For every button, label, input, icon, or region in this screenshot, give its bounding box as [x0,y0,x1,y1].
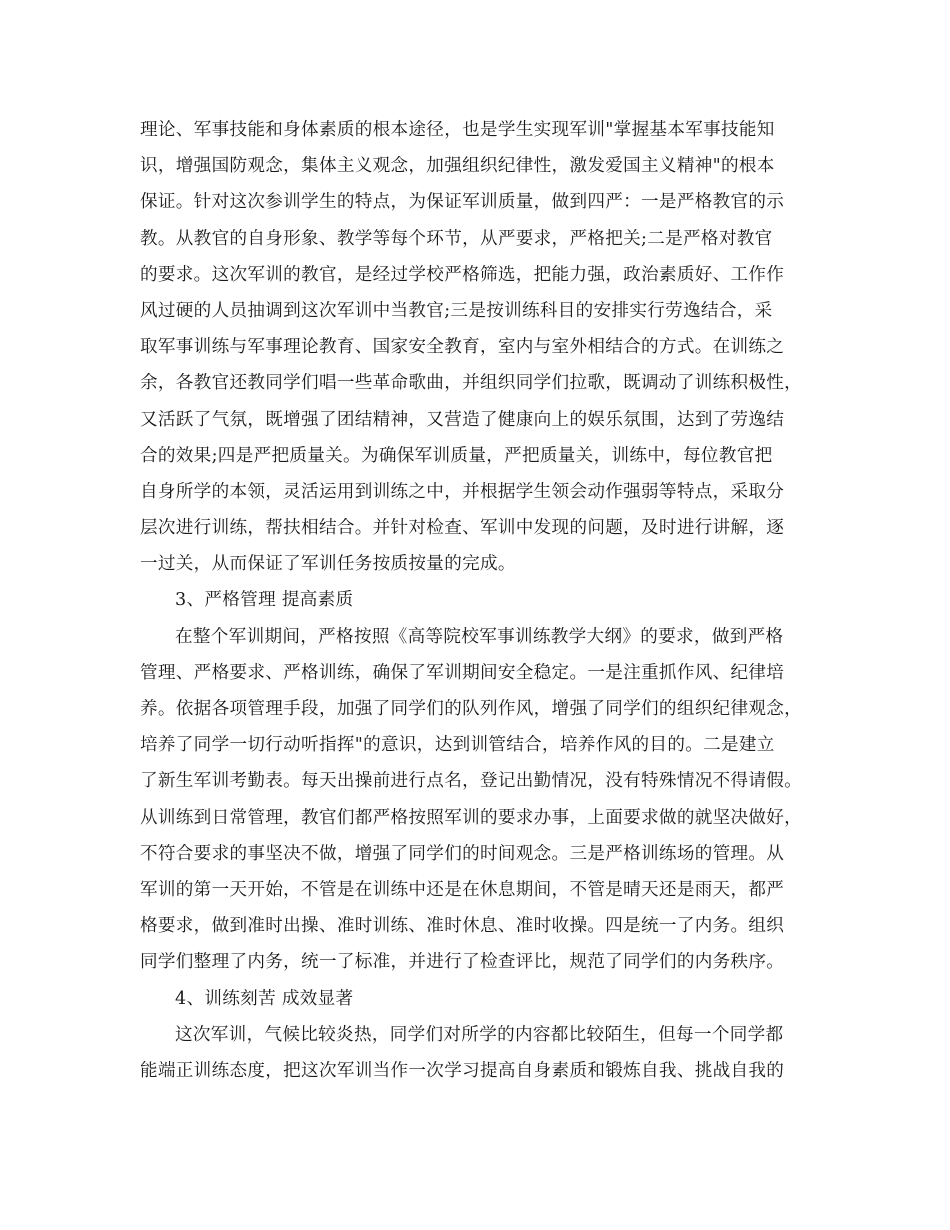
text-line: 风过硬的人员抽调到这次军训中当教官;三是按训练科目的安排实行劳逸结合，采 [140,300,773,321]
text-line: 自身所学的本领，灵活运用到训练之中，并根据学生领会动作强弱等特点，采取分 [140,481,785,502]
text-line: 的要求。这次军训的教官，是经过学校严格筛选，把能力强，政治素质好、工作作 [140,264,785,285]
text-line: 又活跃了气氛，既增强了团结精神，又营造了健康向上的娱乐氛围，达到了劳逸结 [140,409,785,430]
text-line: 能端正训练态度，把这次军训当作一次学习提高自身素质和锻炼自我、挑战自我的 [140,1060,785,1081]
text-line: 余，各教官还教同学们唱一些革命歌曲，并组织同学们拉歌，既调动了训练积极性， [140,373,803,394]
text-line: 教。从教官的自身形象、教学等每个环节，从严要求，严格把关;二是严格对教官 [140,228,773,249]
text-line: 这次军训，气候比较炎热，同学们对所学的内容都比较陌生，但每一个同学都 [175,1024,784,1045]
text-line: 一过关，从而保证了军训任务按质按量的完成。 [140,554,516,575]
text-line: 层次进行训练，帮扶相结合。并针对检查、军训中发现的问题，及时进行讲解，逐 [140,518,785,539]
text-line: 理论、军事技能和身体素质的根本途径，也是学生实现军训"掌握基本军事技能知 [140,120,775,140]
text-line: 识，增强国防观念，集体主义观念，加强组织纪律性，激发爱国主义精神"的根本 [140,156,775,177]
text-line: 不符合要求的事坚决不做，增强了同学们的时间观念。三是严格训练场的管理。从 [140,843,785,864]
text-line: 从训练到日常管理，教官们都严格按照军训的要求办事，上面要求做的就坚决做好， [140,807,803,828]
document-body [140,112,820,1089]
text-line: 同学们整理了内务，统一了标准，并进行了检查评比，规范了同学们的内务秩序。 [140,952,785,973]
text-line: 管理、严格要求、严格训练，确保了军训期间安全稳定。一是注重抓作风、纪律培 [140,662,785,683]
text-line: 养。依据各项管理手段，加强了同学们的队列作风，增强了同学们的组织纪律观念， [140,699,803,719]
text-line: 军训的第一天开始，不管是在训练中还是在休息期间，不管是晴天还是雨天，都严 [140,879,785,900]
text-line: 保证。针对这次参训学生的特点，为保证军训质量，做到四严：一是严格教官的示 [140,192,785,213]
text-line: 在整个军训期间，严格按照《高等院校军事训练教学大纲》的要求，做到严格 [175,626,784,647]
section-heading: 3、严格管理 提高素质 [175,590,354,611]
text-line: 格要求，做到准时出操、准时训练、准时休息、准时收操。四是统一了内务。组织 [140,916,785,937]
text-line: 合的效果;四是严把质量关。为确保军训质量，严把质量关，训练中，每位教官把 [140,445,773,466]
section-heading: 4、训练刻苦 成效显著 [175,988,354,1009]
text-line: 了新生军训考勤表。每天出操前进行点名，登记出勤情况，没有特殊情况不得请假。 [140,771,803,792]
text-line: 取军事训练与军事理论教育、国家安全教育，室内与室外相结合的方式。在训练之 [140,337,785,358]
text-line: 培养了同学一切行动听指挥"的意识，达到训管结合，培养作风的目的。二是建立 [140,735,775,756]
